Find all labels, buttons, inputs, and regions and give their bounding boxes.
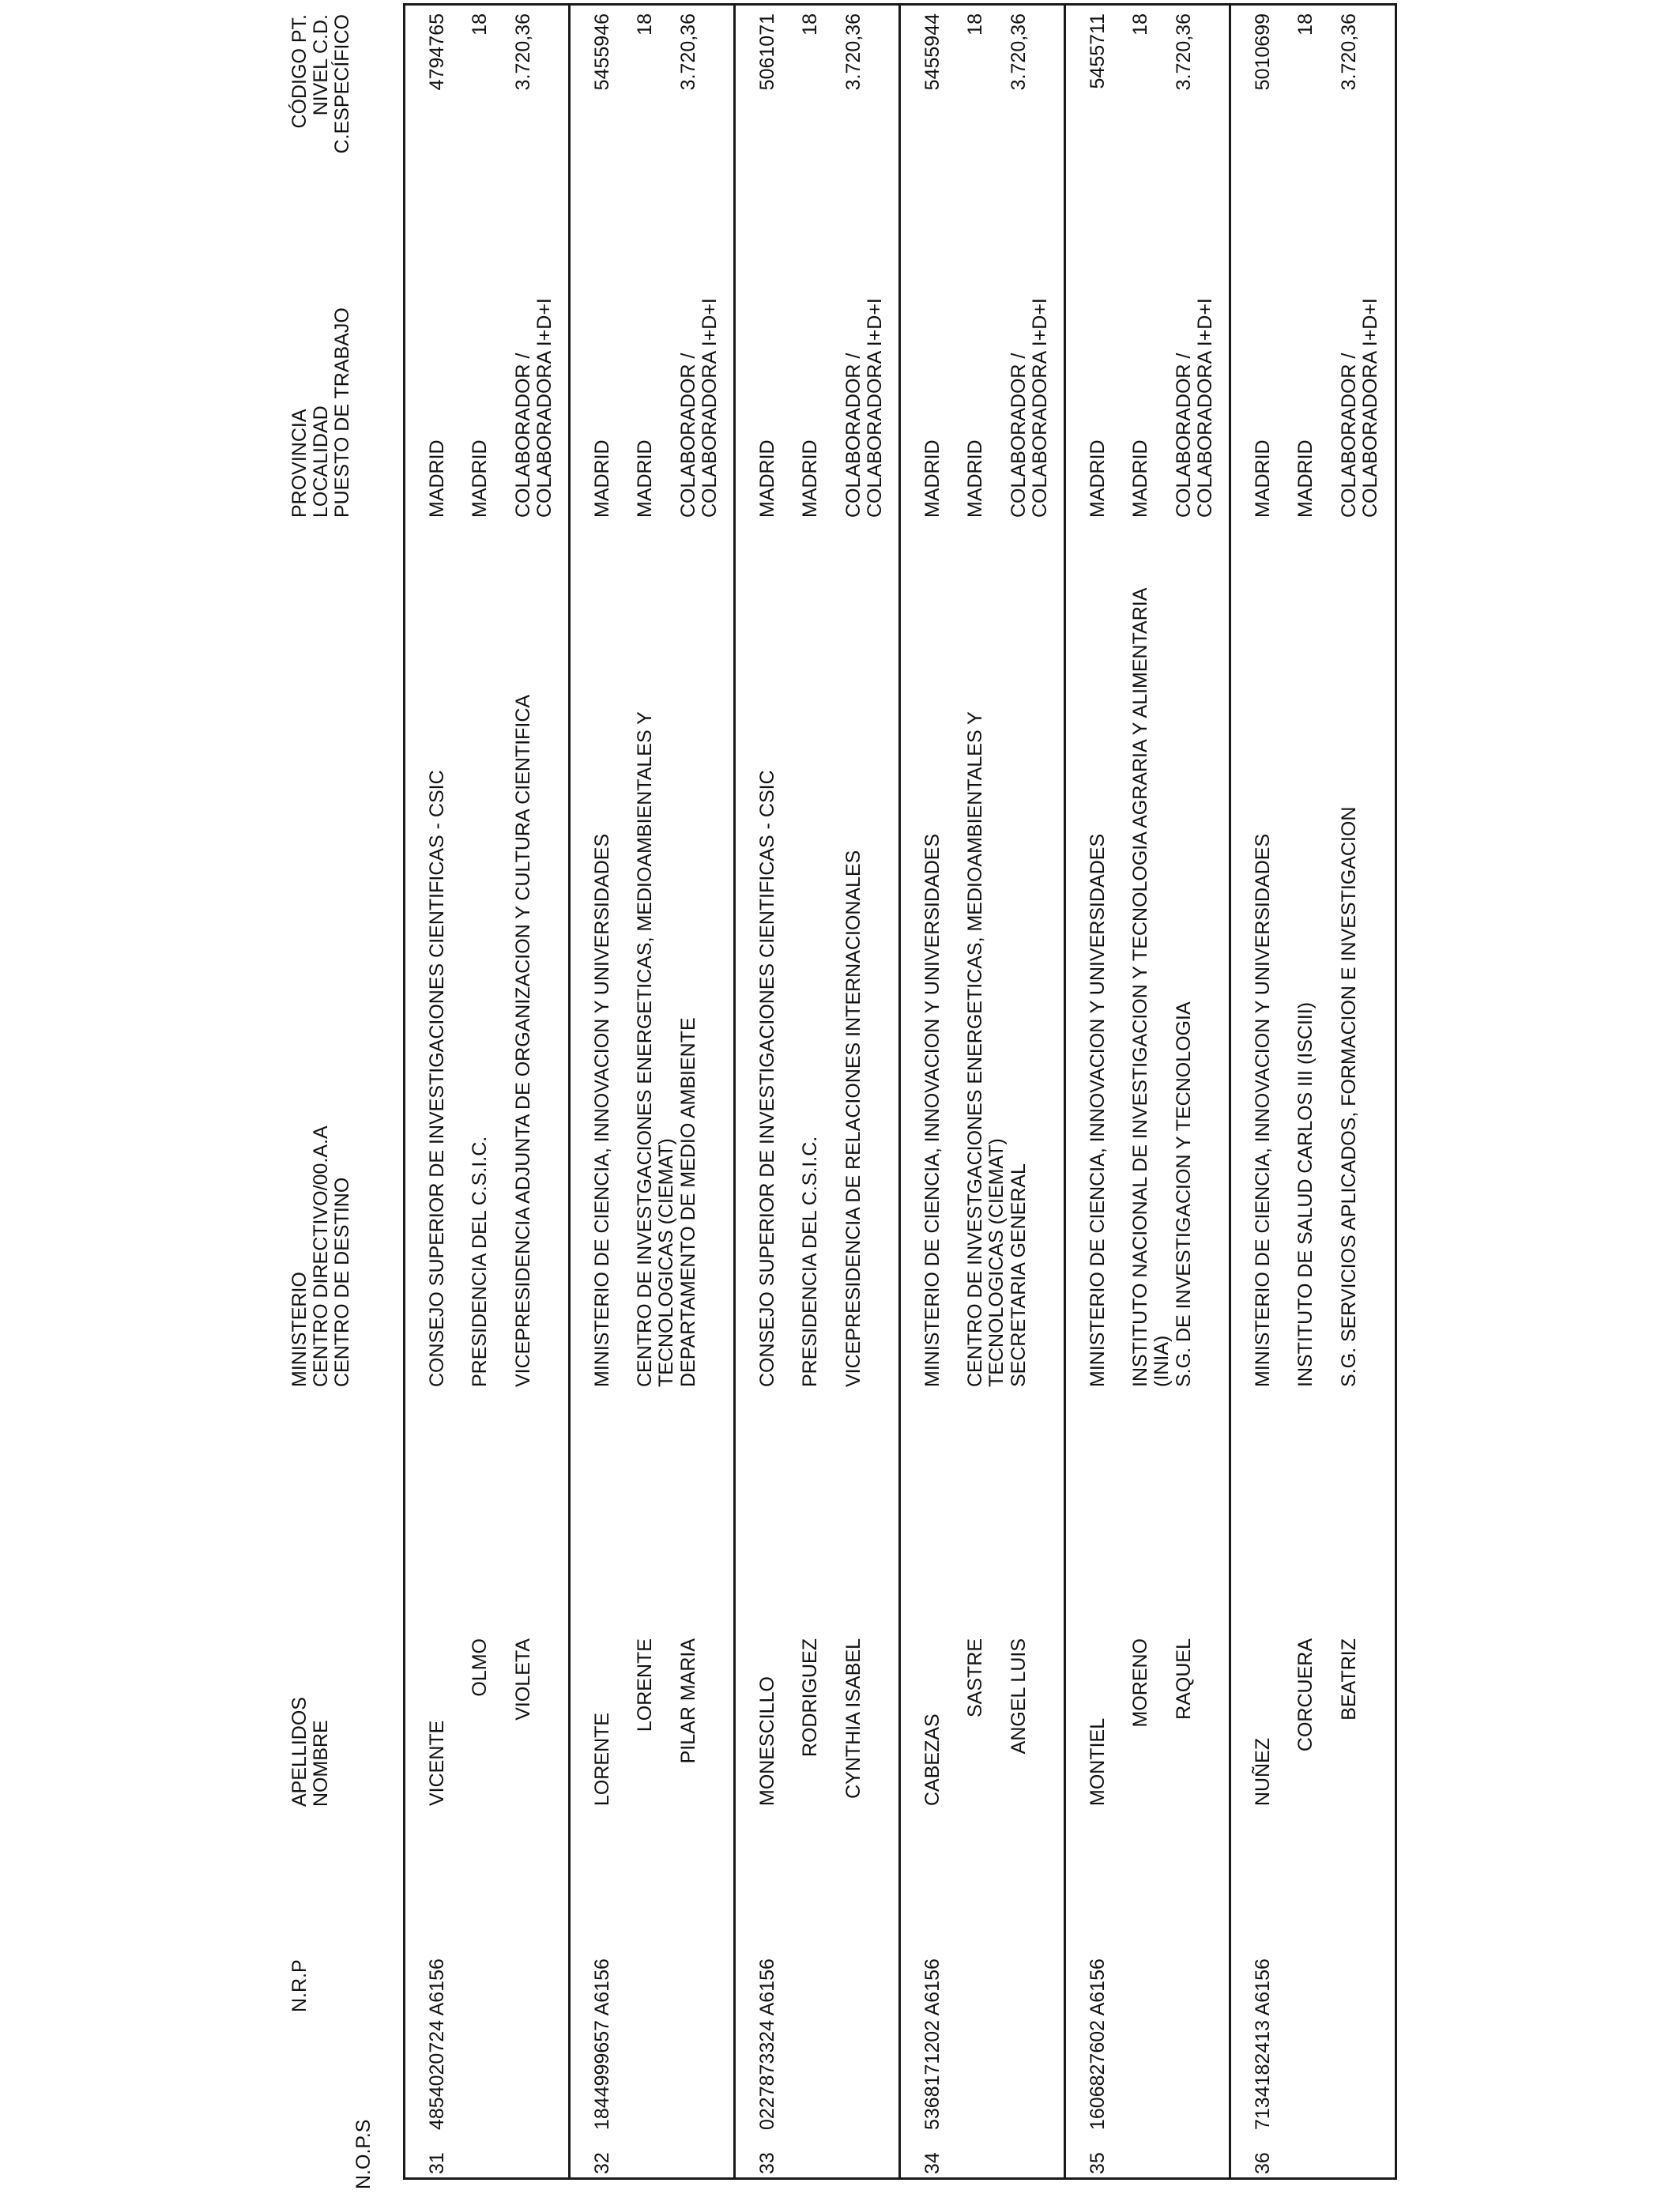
ministerio-cell: MINISTERIO DE CIENCIA, INNOVACION Y UNIVERSIDADES (1087, 833, 1109, 1387)
apellido1-cell: MONESCILLO (756, 1676, 778, 1806)
codigo-cell: 5455944 (921, 13, 944, 91)
nrp-cell: 4854020724 A6156 (426, 1958, 448, 2130)
especifico-cell: 3.720,36 (1008, 13, 1030, 91)
centro-directivo-cell: PRESIDENCIA DEL C.S.I.C. (799, 1136, 821, 1387)
table-row (571, 6, 736, 2177)
nombre-cell: RAQUEL (1173, 1638, 1195, 1720)
records-table (403, 3, 1397, 2180)
nrp-cell: 7134182413 A6156 (1252, 1958, 1274, 2130)
table-row (1066, 6, 1231, 2177)
centro-destino-cell: SECRETARIA GENERAL (1008, 1163, 1030, 1387)
puesto-cell: COLABORADOR / COLABORADORA I+D+I (512, 298, 556, 518)
apellido1-cell: LORENTE (591, 1712, 613, 1806)
codigo-cell: 4794765 (426, 13, 448, 91)
localidad-cell: MADRID (469, 439, 491, 518)
localidad-cell: MADRID (799, 439, 821, 518)
nops-cell: 32 (591, 2152, 613, 2174)
table-row (1231, 6, 1396, 2177)
nrp-cell: 0227873324 A6156 (756, 1958, 778, 2130)
centro-destino-cell: VICEPRESIDENCIA ADJUNTA DE ORGANIZACION Y CULTURA CIENTIFICA (512, 694, 534, 1387)
ministerio-cell: MINISTERIO DE CIENCIA, INNOVACION Y UNIVERSIDADES (1252, 833, 1274, 1387)
nrp-cell: 1606827602 A6156 (1087, 1958, 1109, 2130)
apellido2-cell: SASTRE (964, 1638, 986, 1718)
apellido2-cell: OLMO (469, 1638, 491, 1697)
table-row (405, 6, 571, 2177)
especifico-cell: 3.720,36 (842, 13, 864, 91)
table-row (736, 6, 901, 2177)
header-provincia: PROVINCIA LOCALIDAD PUESTO DE TRABAJO (288, 307, 353, 518)
puesto-cell: COLABORADOR / COLABORADORA I+D+I (1173, 298, 1216, 518)
codigo-cell: 5455711 (1087, 13, 1109, 89)
header-nops: N.O.P.S (352, 2119, 375, 2189)
provincia-cell: MADRID (756, 439, 778, 518)
provincia-cell: MADRID (426, 439, 448, 518)
ministerio-cell: CONSEJO SUPERIOR DE INVESTIGACIONES CIENTIFICAS - CSIC (756, 770, 778, 1387)
ministerio-cell: MINISTERIO DE CIENCIA, INNOVACION Y UNIVERSIDADES (591, 833, 613, 1387)
header-ministerio: MINISTERIO CENTRO DIRECTIVO/00.A.A CENTRO DE DESTINO (288, 1125, 353, 1387)
nivel-cell: 18 (1129, 13, 1151, 36)
provincia-cell: MADRID (1252, 439, 1274, 518)
nops-cell: 35 (1087, 2152, 1109, 2174)
centro-directivo-cell: CENTRO DE INVESTGACIONES ENERGETICAS, MEDIOAMBIENTALES Y TECNOLOGICAS (CIEMAT) (964, 711, 1008, 1387)
puesto-cell: COLABORADOR / COLABORADORA I+D+I (1338, 298, 1381, 518)
puesto-cell: COLABORADOR / COLABORADORA I+D+I (1008, 298, 1051, 518)
nombre-cell: PILAR MARIA (677, 1638, 699, 1764)
especifico-cell: 3.720,36 (1173, 13, 1195, 91)
especifico-cell: 3.720,36 (677, 13, 699, 91)
centro-destino-cell: DEPARTAMENTO DE MEDIO AMBIENTE (677, 1017, 699, 1387)
apellido1-cell: CABEZAS (921, 1713, 944, 1806)
apellido1-cell: NUÑEZ (1252, 1737, 1274, 1806)
nivel-cell: 18 (634, 13, 656, 36)
provincia-cell: MADRID (591, 439, 613, 518)
nops-cell: 31 (426, 2152, 448, 2174)
table-header (289, 0, 384, 2194)
nivel-cell: 18 (964, 13, 986, 36)
codigo-cell: 5455946 (591, 13, 613, 91)
nivel-cell: 18 (469, 13, 491, 36)
nrp-cell: 1844999657 A6156 (591, 1958, 613, 2130)
localidad-cell: MADRID (634, 439, 656, 518)
codigo-cell: 5010699 (1252, 13, 1274, 91)
apellido2-cell: MORENO (1129, 1638, 1151, 1728)
apellido1-cell: MONTIEL (1087, 1717, 1109, 1806)
centro-directivo-cell: PRESIDENCIA DEL C.S.I.C. (469, 1136, 491, 1387)
nombre-cell: ANGEL LUIS (1008, 1638, 1030, 1755)
header-codigo: CÓDIGO PT. NIVEL C.D. C.ESPECÍFICO (288, 14, 353, 154)
header-nrp: N.R.P (288, 1959, 311, 2012)
apellido2-cell: CORCUERA (1294, 1638, 1317, 1752)
ministerio-cell: CONSEJO SUPERIOR DE INVESTIGACIONES CIENTIFICAS - CSIC (426, 770, 448, 1387)
table-row (901, 6, 1066, 2177)
centro-directivo-cell: INSTITUTO NACIONAL DE INVESTIGACION Y TECNOLOGIA AGRARIA Y ALIMENTARIA (INIA) (1129, 589, 1173, 1387)
nops-cell: 34 (921, 2152, 944, 2174)
apellido1-cell: VICENTE (426, 1720, 448, 1806)
nivel-cell: 18 (1294, 13, 1317, 36)
codigo-cell: 5061071 (756, 13, 778, 91)
header-apellidos-nombre: APELLIDOS NOMBRE (288, 1697, 332, 1807)
centro-directivo-cell: CENTRO DE INVESTGACIONES ENERGETICAS, MEDIOAMBIENTALES Y TECNOLOGICAS (CIEMAT) (634, 711, 677, 1387)
puesto-cell: COLABORADOR / COLABORADORA I+D+I (842, 298, 886, 518)
nops-cell: 33 (756, 2152, 778, 2174)
localidad-cell: MADRID (1129, 439, 1151, 518)
nrp-cell: 5368171202 A6156 (921, 1958, 944, 2130)
apellido2-cell: RODRIGUEZ (799, 1638, 821, 1757)
provincia-cell: MADRID (921, 439, 944, 518)
nombre-cell: CYNTHIA ISABEL (842, 1638, 864, 1799)
centro-destino-cell: VICEPRESIDENCIA DE RELACIONES INTERNACIONALES (842, 850, 864, 1387)
especifico-cell: 3.720,36 (1338, 13, 1360, 91)
puesto-cell: COLABORADOR / COLABORADORA I+D+I (677, 298, 721, 518)
centro-directivo-cell: INSTITUTO DE SALUD CARLOS III (ISCIII) (1294, 1001, 1317, 1387)
nops-cell: 36 (1252, 2152, 1274, 2174)
especifico-cell: 3.720,36 (512, 13, 534, 91)
centro-destino-cell: S.G. DE INVESTIGACION Y TECNOLOGIA (1173, 1001, 1195, 1387)
apellido2-cell: LORENTE (634, 1638, 656, 1732)
nombre-cell: VIOLETA (512, 1638, 534, 1721)
ministerio-cell: MINISTERIO DE CIENCIA, INNOVACION Y UNIVERSIDADES (921, 833, 944, 1387)
provincia-cell: MADRID (1087, 439, 1109, 518)
nombre-cell: BEATRIZ (1338, 1638, 1360, 1721)
nivel-cell: 18 (799, 13, 821, 36)
localidad-cell: MADRID (964, 439, 986, 518)
localidad-cell: MADRID (1294, 439, 1317, 518)
centro-destino-cell: S.G. SERVICIOS APLICADOS, FORMACION E INVESTIGACION (1338, 806, 1360, 1387)
